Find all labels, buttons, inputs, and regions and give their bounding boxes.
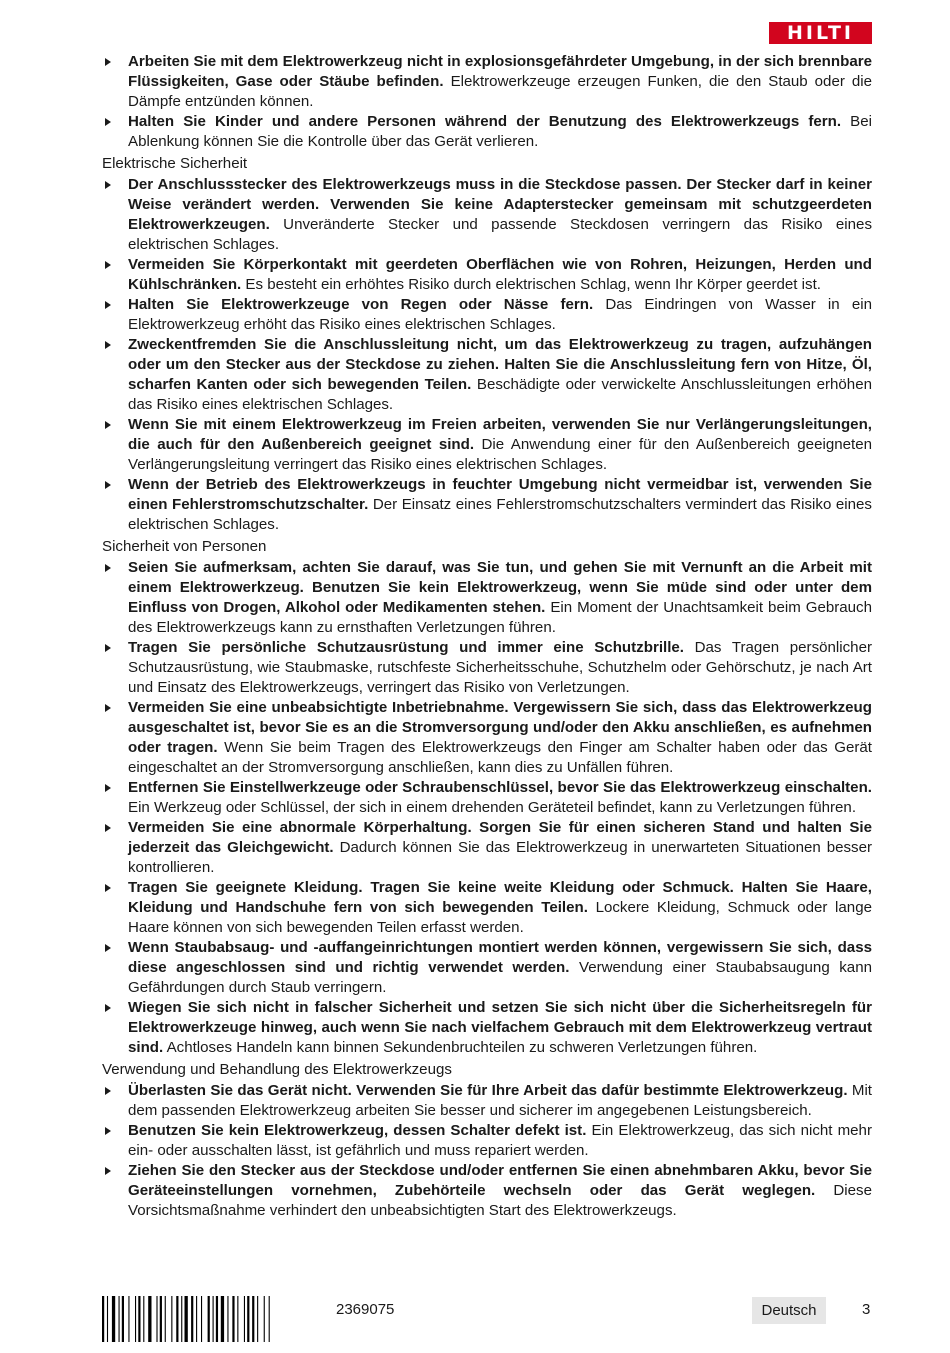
triangle-bullet-icon — [105, 261, 111, 269]
triangle-bullet-icon — [105, 884, 111, 892]
list-item — [102, 295, 872, 335]
triangle-bullet-icon — [105, 644, 111, 652]
list-item — [102, 112, 872, 152]
triangle-bullet-icon — [105, 704, 111, 712]
item-instruction: Halten Sie Elektrowerkzeuge von Regen oder Nässe fern. — [128, 296, 594, 313]
list-item — [102, 52, 872, 112]
section-heading: Verwendung und Behandlung des Elektrowerkzeugs — [102, 1061, 452, 1078]
list-item — [102, 558, 872, 638]
item-instruction: Überlasten Sie das Gerät nicht. Verwenden Sie für Ihre Arbeit das dafür bestimmte Elektrowerkzeug. — [128, 1082, 848, 1099]
intro-list — [102, 52, 872, 152]
item-explanation: Ein Werkzeug oder Schlüssel, der sich in einem drehenden Geräteteil befindet, kann zu Verletzungen führen. — [128, 799, 857, 816]
section-heading: Elektrische Sicherheit — [102, 155, 248, 172]
item-explanation: Wenn Sie beim Tragen des Elektrowerkzeugs den Finger am Schalter haben oder das Gerät eingeschaltet an der Stromversorgung anschließen, kann dies zu Unfällen führen. — [128, 739, 872, 776]
triangle-bullet-icon — [105, 564, 111, 572]
item-explanation: Unveränderte Stecker und passende Steckdosen verringern das Risiko eines elektrischen Schlages. — [128, 216, 872, 253]
list-item — [102, 778, 872, 818]
list-item — [102, 1081, 872, 1121]
item-explanation: Achtloses Handeln kann binnen Sekundenbruchteilen zu schweren Verletzungen führen. — [163, 1039, 758, 1056]
list-item — [102, 415, 872, 475]
hilti-logo: HILTI — [769, 22, 872, 44]
item-instruction: Ziehen Sie den Stecker aus der Steckdose und/oder entfernen Sie einen abnehmbaren Akku, bevor Sie Geräteeinstellungen vornehmen, Zubehörteile wechseln oder das Gerät weglegen. — [128, 1162, 872, 1199]
item-explanation: Beschädigte oder verwickelte Anschlussleitungen erhöhen das Risiko eines elektrischen Schlages. — [128, 376, 872, 413]
triangle-bullet-icon — [105, 421, 111, 429]
item-instruction: Tragen Sie persönliche Schutzausrüstung und immer eine Schutzbrille. — [128, 639, 684, 656]
item-explanation: Lockere Kleidung, Schmuck oder lange Haare können von sich bewegenden Teilen erfasst werden. — [128, 899, 872, 936]
sections — [102, 154, 872, 1221]
triangle-bullet-icon — [105, 181, 111, 189]
document-number: 2369075 — [336, 1301, 395, 1318]
language-badge: Deutsch — [752, 1297, 826, 1324]
triangle-bullet-icon — [105, 481, 111, 489]
item-instruction: Arbeiten Sie mit dem Elektrowerkzeug nicht in explosionsgefährdeter Umgebung, in der sich brennbare Flüssigkeiten, Gase oder Stäube befinden. — [128, 53, 872, 90]
item-instruction: Halten Sie Kinder und andere Personen während der Benutzung des Elektrowerkzeugs fern. — [128, 113, 842, 130]
item-instruction: Vermeiden Sie eine unbeabsichtigte Inbetriebnahme. Vergewissern Sie sich, dass das Elektrowerkzeug ausgeschaltet ist, bevor Sie es an die Stromversorgung und/oder den Akku anschließen, es aufnehmen oder tragen. — [128, 699, 872, 756]
list-item — [102, 335, 872, 415]
item-explanation: Ein Elektrowerkzeug, das sich nicht mehr ein- oder ausschalten lässt, ist gefährlich und muss repariert werden. — [128, 1122, 872, 1159]
triangle-bullet-icon — [105, 1087, 111, 1095]
item-instruction: Wenn der Betrieb des Elektrowerkzeugs in feuchter Umgebung nicht vermeidbar ist, verwenden Sie einen Fehlerstromschutzschalter. — [128, 476, 872, 513]
list-item — [102, 475, 872, 535]
item-explanation: Das Tragen persönlicher Schutzausrüstung, wie Staubmaske, rutschfeste Sicherheitsschuhe, Schutzhelm oder Gehörschutz, je nach Art und Einsatz des Elektrowerkzeugs, verringert das Risiko von Verletzungen. — [128, 639, 872, 696]
list-item — [102, 818, 872, 878]
triangle-bullet-icon — [105, 1004, 111, 1012]
page-number: 3 — [862, 1301, 871, 1318]
item-instruction: Tragen Sie geeignete Kleidung. Tragen Sie keine weite Kleidung oder Schmuck. Halten Sie Haare, Kleidung und Handschuhe fern von sich bewegenden Teilen. — [128, 879, 872, 916]
item-explanation: Verwendung einer Staubabsaugung kann Gefährdungen durch Staub verringern. — [128, 959, 872, 996]
item-instruction: Vermeiden Sie eine abnormale Körperhaltung. Sorgen Sie für einen sicheren Stand und halten Sie jederzeit das Gleichgewicht. — [128, 819, 872, 856]
triangle-bullet-icon — [105, 118, 111, 126]
triangle-bullet-icon — [105, 341, 111, 349]
triangle-bullet-icon — [105, 944, 111, 952]
item-explanation: Es besteht ein erhöhtes Risiko durch elektrischen Schlag, wenn Ihr Körper geerdet ist. — [241, 276, 821, 293]
item-explanation: Bei Ablenkung können Sie die Kontrolle über das Gerät verlieren. — [128, 113, 872, 150]
barcode — [102, 1296, 322, 1342]
triangle-bullet-icon — [105, 784, 111, 792]
triangle-bullet-icon — [105, 58, 111, 66]
triangle-bullet-icon — [105, 1167, 111, 1175]
item-instruction: Der Anschlussstecker des Elektrowerkzeugs muss in die Steckdose passen. Der Stecker darf in keiner Weise verändert werden. Verwenden Sie keine Adapterstecker gemeinsam mit schutzgeerdeten Elektrowerkzeugen. — [128, 176, 872, 233]
list-item — [102, 998, 872, 1058]
document-body — [102, 52, 872, 1221]
item-explanation: Die Anwendung einer für den Außenbereich geeigneten Verlängerungsleitung verringert das Risiko eines elektrischen Schlages. — [128, 436, 872, 473]
triangle-bullet-icon — [105, 301, 111, 309]
list-item — [102, 1121, 872, 1161]
item-instruction: Vermeiden Sie Körperkontakt mit geerdeten Oberflächen wie von Rohren, Heizungen, Herden und Kühlschränken. — [128, 256, 872, 293]
list-item — [102, 938, 872, 998]
item-explanation: Ein Moment der Unachtsamkeit beim Gebrauch des Elektrowerkzeugs kann zu ernsthaften Verletzungen führen. — [128, 599, 872, 636]
section-heading: Sicherheit von Personen — [102, 538, 267, 555]
item-instruction: Zweckentfremden Sie die Anschlussleitung nicht, um das Elektrowerkzeug zu tragen, aufzuhängen oder um den Stecker aus der Steckdose zu ziehen. Halten Sie die Anschlussleitung fern von Hitze, Öl, scharfen Kanten oder sich bewegenden Teilen. — [128, 336, 872, 393]
item-explanation: Diese Vorsichtsmaßnahme verhindert den unbeabsichtigten Start des Elektrowerkzeugs. — [128, 1182, 872, 1219]
list-item — [102, 878, 872, 938]
list-item — [102, 698, 872, 778]
item-instruction: Wenn Staubabsaug- und -auffangeinrichtungen montiert werden können, vergewissern Sie sich, dass diese angeschlossen sind und richtig verwendet werden. — [128, 939, 872, 976]
item-instruction: Entfernen Sie Einstellwerkzeuge oder Schraubenschlüssel, bevor Sie das Elektrowerkzeug einschalten. — [128, 779, 872, 796]
item-explanation: Mit dem passenden Elektrowerkzeug arbeiten Sie besser und sicherer im angegebenen Leistungsbereich. — [128, 1082, 872, 1119]
list-item — [102, 175, 872, 255]
item-explanation: Dadurch können Sie das Elektrowerkzeug in unerwarteten Situationen besser kontrollieren. — [128, 839, 873, 876]
list-item — [102, 255, 872, 295]
list-item — [102, 1161, 872, 1221]
item-explanation: Das Eindringen von Wasser in ein Elektrowerkzeug erhöht das Risiko eines elektrischen Schlages. — [128, 296, 872, 333]
item-explanation: Der Einsatz eines Fehlerstromschutzschalters vermindert das Risiko eines elektrischen Schlages. — [128, 496, 872, 533]
item-instruction: Wiegen Sie sich nicht in falscher Sicherheit und setzen Sie sich nicht über die Sicherheitsregeln für Elektrowerkzeuge hinweg, auch wenn Sie nach vielfachem Gebrauch mit dem Elektrowerkzeug vertraut sind. — [128, 999, 872, 1056]
item-instruction: Benutzen Sie kein Elektrowerkzeug, dessen Schalter defekt ist. — [128, 1122, 587, 1139]
item-instruction: Seien Sie aufmerksam, achten Sie darauf, was Sie tun, und gehen Sie mit Vernunft an die Arbeit mit einem Elektrowerkzeug. Benutzen Sie kein Elektrowerkzeug, wenn Sie müde sind oder unter dem Einfluss von Drogen, Alkohol oder Medikamenten stehen. — [128, 559, 872, 616]
triangle-bullet-icon — [105, 824, 111, 832]
item-explanation: Elektrowerkzeuge erzeugen Funken, die den Staub oder die Dämpfe entzünden können. — [128, 73, 872, 110]
list-item — [102, 638, 872, 698]
triangle-bullet-icon — [105, 1127, 111, 1135]
item-instruction: Wenn Sie mit einem Elektrowerkzeug im Freien arbeiten, verwenden Sie nur Verlängerungsleitungen, die auch für den Außenbereich geeignet sind. — [128, 416, 872, 453]
